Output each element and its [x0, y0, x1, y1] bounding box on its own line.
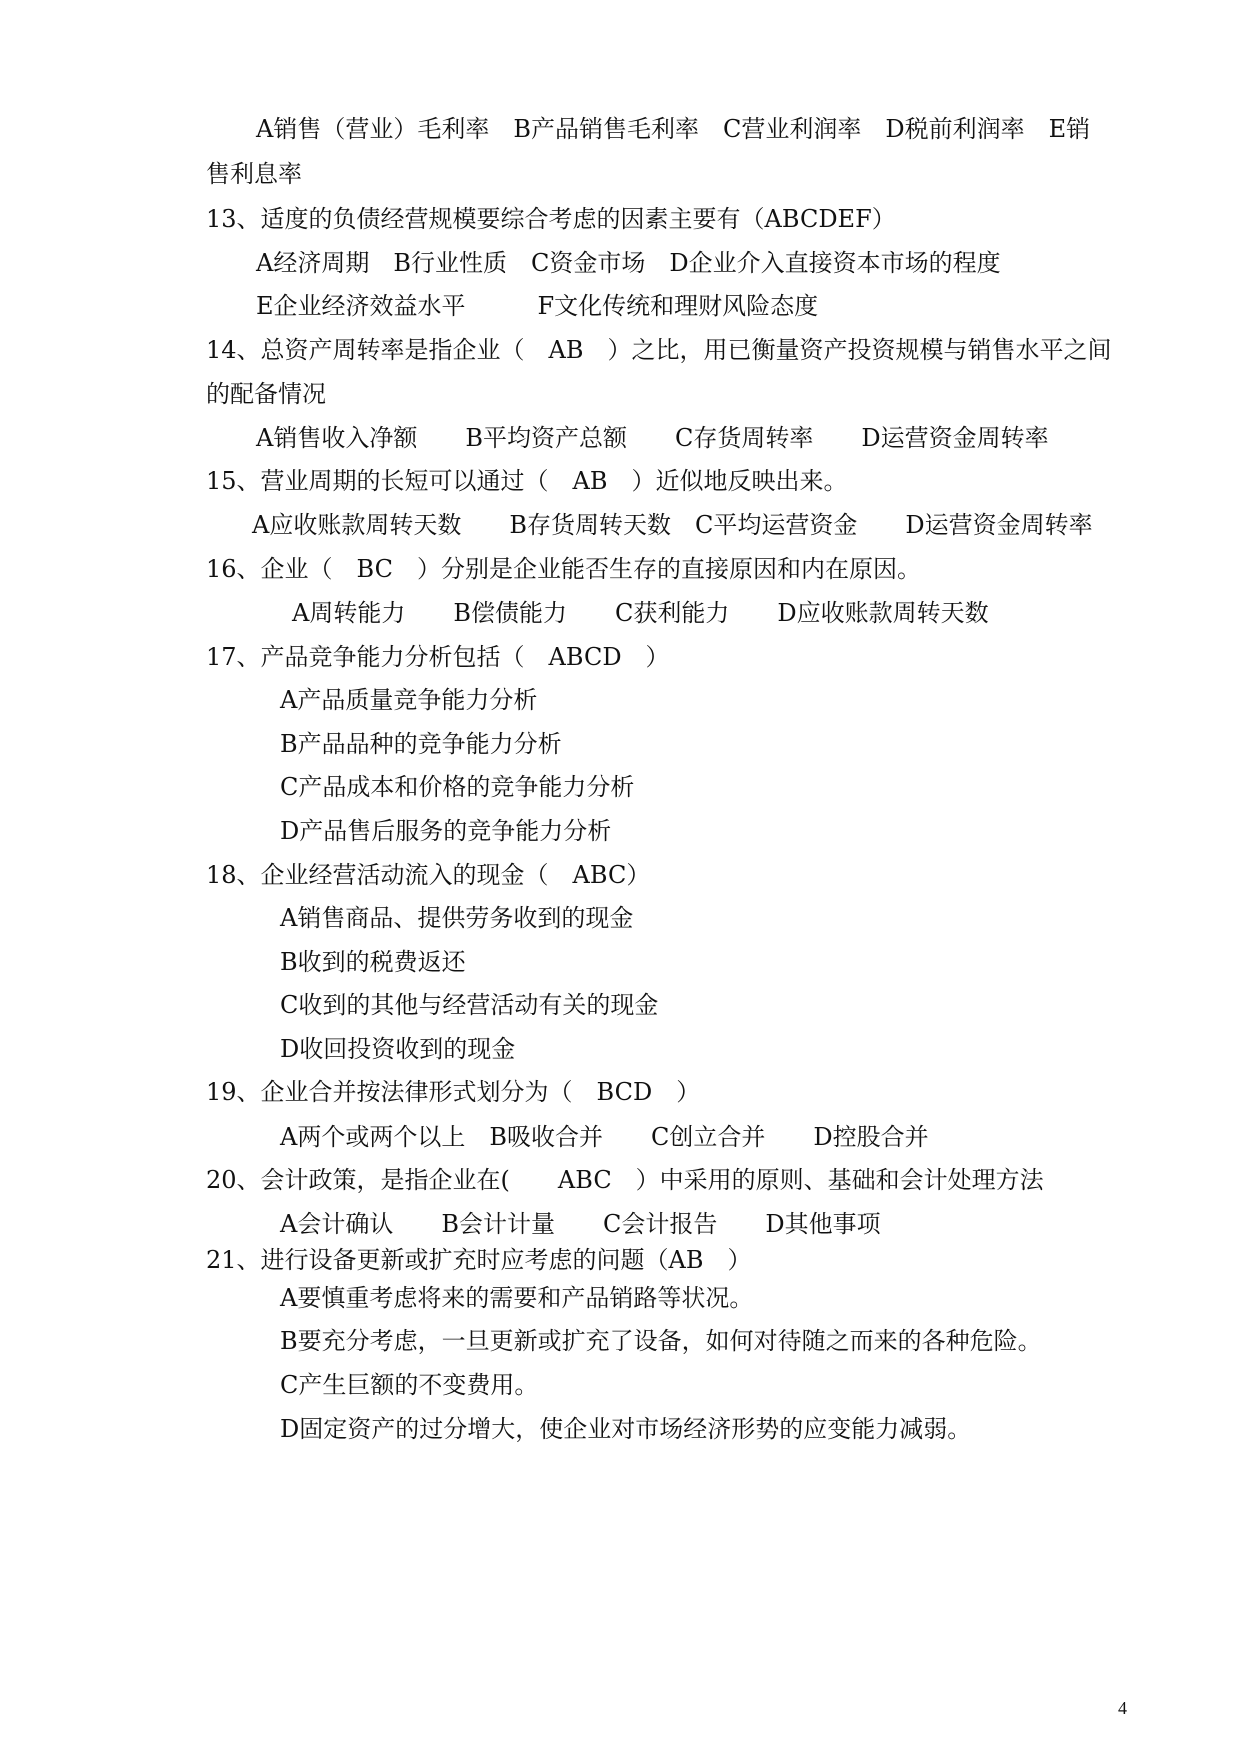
text-line: D固定资产的过分增大，使企业对市场经济形势的应变能力减弱。 — [280, 1415, 972, 1443]
question-17: 17、产品竞争能力分析包括（ ABCD ） — [206, 643, 670, 671]
text-line: A要慎重考虑将来的需要和产品销路等状况。 — [280, 1284, 754, 1312]
text-line: D收回投资收到的现金 — [280, 1035, 516, 1063]
text-line: A销售（营业）毛利率 B产品销售毛利率 C营业利润率 D税前利润率 E销 — [256, 115, 1091, 143]
text-line: A会计确认 B会计计量 C会计报告 D其他事项 — [280, 1210, 881, 1238]
text-line: A销售商品、提供劳务收到的现金 — [280, 904, 634, 932]
text-line: C收到的其他与经营活动有关的现金 — [280, 991, 659, 1019]
text-line: B产品品种的竞争能力分析 — [280, 730, 562, 758]
question-16: 16、企业（ BC ）分别是企业能否生存的直接原因和内在原因。 — [206, 555, 921, 583]
text-line: A周转能力 B偿债能力 C获利能力 D应收账款周转天数 — [292, 599, 989, 627]
text-line: A两个或两个以上 B吸收合并 C创立合并 D控股合并 — [280, 1123, 929, 1151]
text-line: 的配备情况 — [206, 380, 326, 408]
text-line: D产品售后服务的竞争能力分析 — [280, 817, 612, 845]
question-14: 14、总资产周转率是指企业（ AB ）之比，用已衡量资产投资规模与销售水平之间 — [206, 336, 1112, 364]
question-21: 21、进行设备更新或扩充时应考虑的问题（AB ） — [206, 1246, 752, 1274]
text-line: B收到的税费返还 — [280, 948, 466, 976]
text-line: A经济周期 B行业性质 C资金市场 D企业介入直接资本市场的程度 — [256, 249, 1001, 277]
text-line: C产品成本和价格的竞争能力分析 — [280, 773, 635, 801]
text-line: 售利息率 — [206, 160, 302, 188]
question-19: 19、企业合并按法律形式划分为（ BCD ） — [206, 1078, 701, 1106]
question-18: 18、企业经营活动流入的现金（ ABC） — [206, 861, 651, 889]
text-line: A销售收入净额 B平均资产总额 C存货周转率 D运营资金周转率 — [256, 424, 1049, 452]
question-13: 13、适度的负债经营规模要综合考虑的因素主要有（ABCDEF） — [206, 205, 896, 233]
question-20: 20、会计政策，是指企业在( ABC ）中采用的原则、基础和会计处理方法 — [206, 1166, 1044, 1194]
text-line: B要充分考虑，一旦更新或扩充了设备，如何对待随之而来的各种危险。 — [280, 1327, 1042, 1355]
page-number: 4 — [1118, 1698, 1127, 1718]
text-line: E企业经济效益水平 F文化传统和理财风险态度 — [256, 292, 819, 320]
question-15: 15、营业周期的长短可以通过（ AB ）近似地反映出来。 — [206, 467, 848, 495]
text-line: A产品质量竞争能力分析 — [280, 686, 538, 714]
text-line: C产生巨额的不变费用。 — [280, 1371, 539, 1399]
text-line: A应收账款周转天数 B存货周转天数 C平均运营资金 D运营资金周转率 — [252, 511, 1093, 539]
